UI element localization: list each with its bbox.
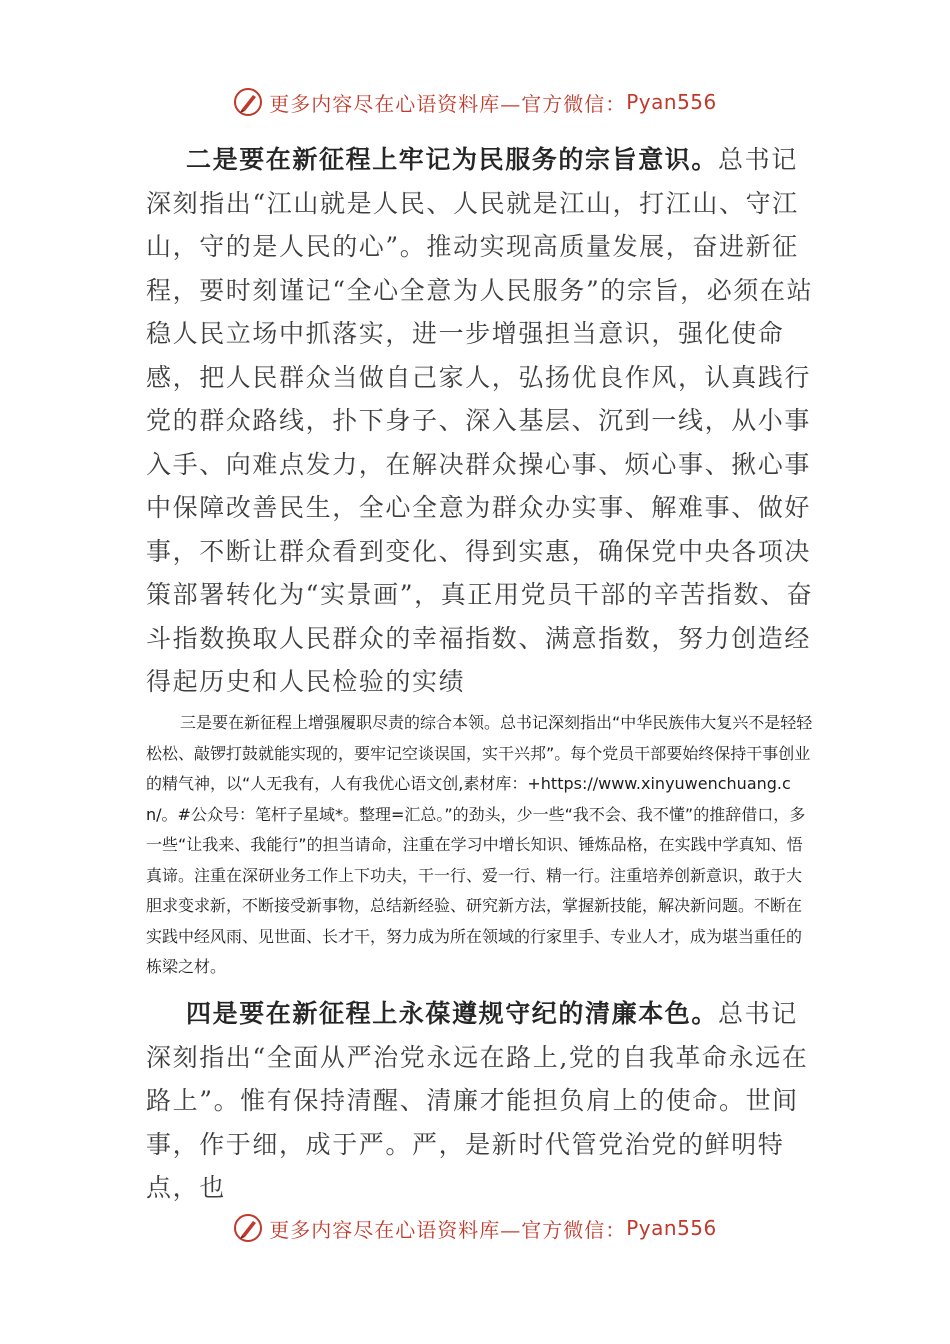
paragraph-four-body: 总书记深刻指出“全面从严治党永远在路上,党的自我革命永远在路上”。惟有保持清醒、清廉才能担负肩上的使命。世间事，作于细，成于严。严，是新时代管党治党的鲜明特点，也 <box>146 999 809 1202</box>
paragraph-four <box>146 992 816 1210</box>
pen-logo-icon <box>233 1213 263 1243</box>
paragraph-two-lead: 二是要在新征程上牢记为民服务的宗旨意识。 <box>186 145 719 174</box>
paragraph-two <box>146 138 816 704</box>
paragraph-four-lead: 四是要在新征程上永葆遵规守纪的清廉本色。 <box>186 999 719 1028</box>
footer-banner-text: 更多内容尽在心语资料库—官方微信： <box>269 1217 627 1242</box>
footer-banner <box>0 1208 950 1248</box>
footer-banner-id: Pyan556 <box>626 1216 717 1240</box>
header-banner-id: Pyan556 <box>626 90 717 114</box>
paragraph-two-body: 总书记深刻指出“江山就是人民、人民就是江山，打江山、守江山，守的是人民的心”。推动实现高质量发展，奋进新征程，要时刻谨记“全心全意为人民服务”的宗旨，必须在站稳人民立场中抓落实，进一步增强担当意识，强化使命感，把人民群众当做自己家人，弘扬优良作风，认真践行党的群众路线，扑下身子、深入基层、沉到一线，从小事入手、向难点发力，在解决群众操心事、烦心事、揪心事中保障改善民生，全心全意为群众办实事、解难事、做好事，不断让群众看到变化、得到实惠，确保党中央各项决策部署转化为“实景画”，真正用党员干部的辛苦指数、奋斗指数换取人民群众的幸福指数、满意指数，努力创造经得起历史和人民检验的实绩 <box>146 145 814 696</box>
pen-logo-icon <box>233 87 263 117</box>
header-banner <box>0 82 950 122</box>
header-banner-text: 更多内容尽在心语资料库—官方微信： <box>269 91 627 116</box>
paragraph-three: 三是要在新征程上增强履职尽责的综合本领。总书记深刻指出“中华民族伟大复兴不是轻轻松松、敲锣打鼓就能实现的，要牢记空谈误国，实干兴邦”。每个党员干部要始终保持干事创业的精气神，以“人无我有，人有我优心语文创,素材库：+https://www.xinyuwenchuang.cn/。#公众号：笔杆子星域*。整理=汇总。”的劲头，少一些“我不会、我不懂”的推辞借口，多一些“让我来、我能行”的担当请命，注重在学习中增长知识、锤炼品格，在实践中学真知、悟真谛。注重在深研业务工作上下功夫，干一行、爱一行、精一行。注重培养创新意识，敢于大胆求变求新，不断接受新事物，总结新经验、研究新方法，掌握新技能，解决新问题。不断在实践中经风雨、见世面、长才干，努力成为所在领域的行家里手、专业人才，成为堪当重任的栋梁之材。 <box>146 713 813 976</box>
